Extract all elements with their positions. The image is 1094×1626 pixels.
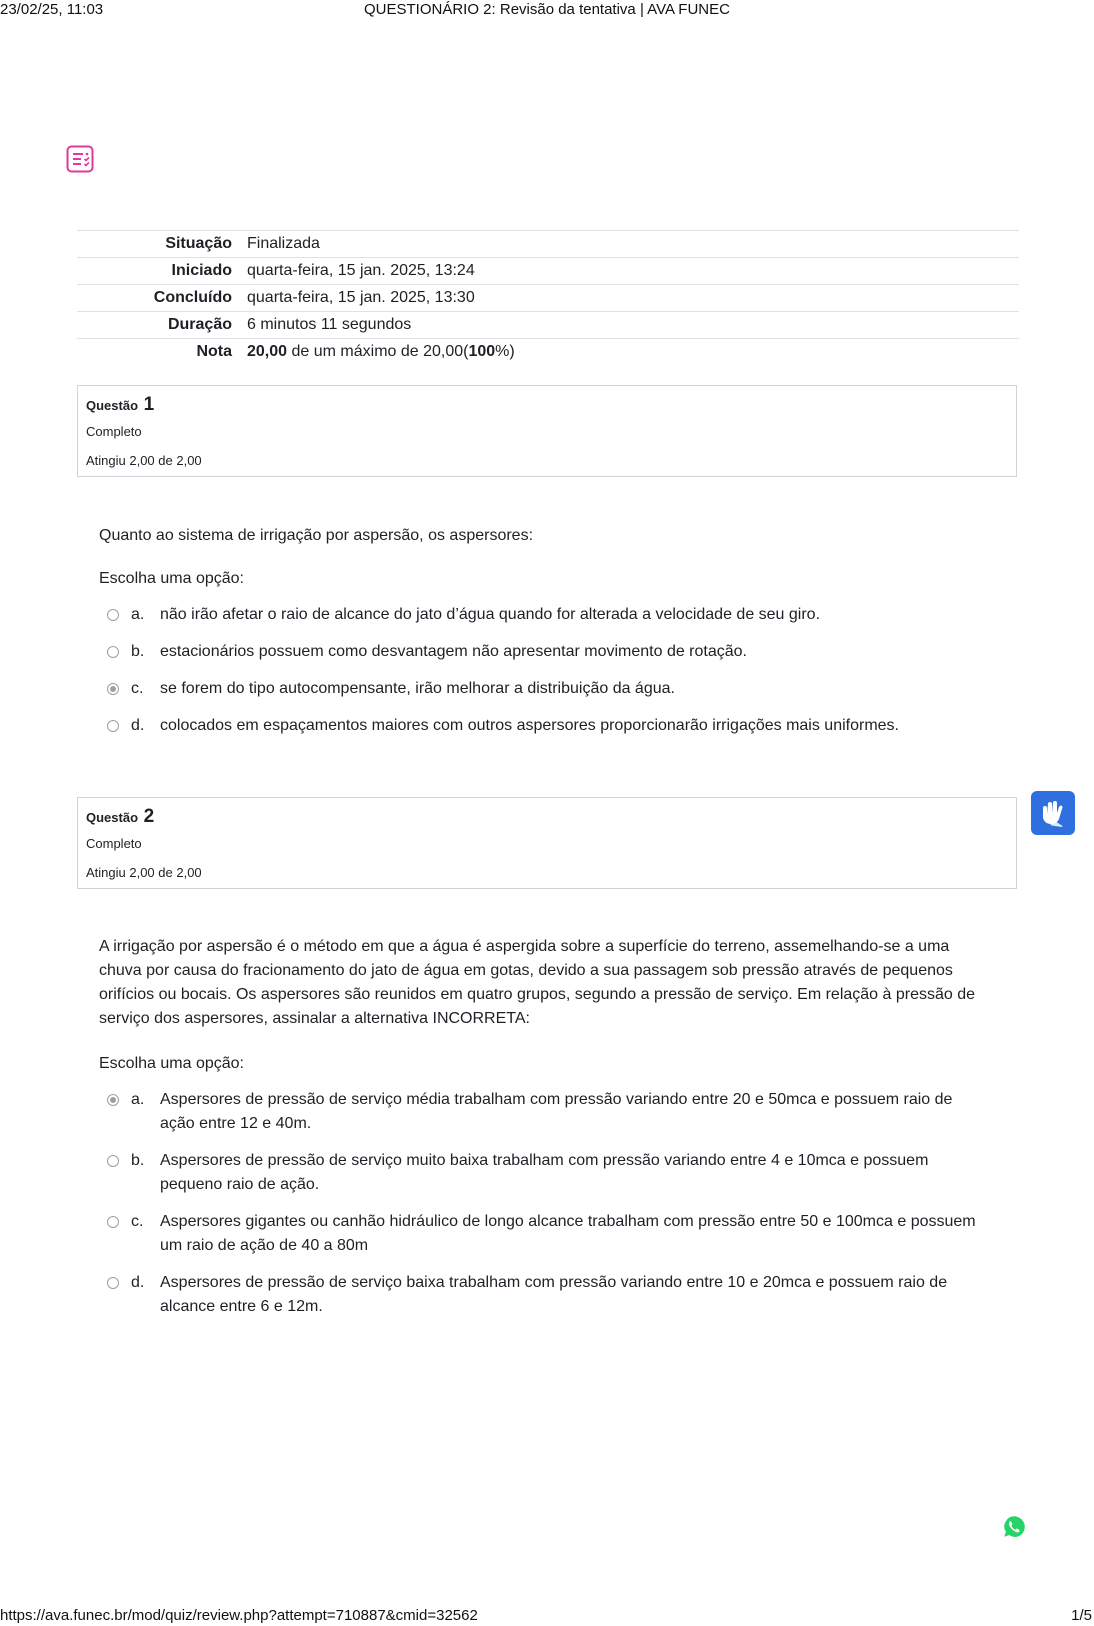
summary-row-grade (77, 339, 1019, 366)
summary-row (77, 258, 1019, 285)
question-state: Completo (86, 424, 142, 439)
option-letter: c. (131, 1213, 144, 1230)
option-letter: b. (131, 643, 145, 660)
option-text: se forem do tipo autocompensante, irão melhorar a distribuição da água. (160, 680, 675, 697)
option-text: estacionários possuem como desvantagem não apresentar movimento de rotação. (160, 643, 747, 660)
question-number-value: 1 (143, 394, 155, 415)
option-text: colocados em espaçamentos maiores com outros aspersores proporcionarão irrigações mais uniformes. (160, 717, 899, 734)
question-text-2: A irrigação por aspersão é o método em que a água é aspergida sobre a superfície do terreno, assemelhando-se a uma chuva por causa do fracionamento do jato de água em gotas, devido a sua passagem sob pressão através de pequenos orifícios ou bocais. Os aspersores são reunidos em quatro grupos, segundo a pressão de serviço. Em relação à pressão de serviço dos aspersores, assinalar a alternativa INCORRETA: (99, 938, 976, 1027)
radio-button-checked[interactable] (107, 683, 119, 695)
grade-middle: de um máximo de 20,00( (287, 343, 469, 360)
grade-percent: 100 (468, 343, 496, 360)
radio-button[interactable] (107, 720, 119, 732)
radio-button[interactable] (107, 1155, 119, 1167)
option-text: Aspersores de pressão de serviço muito baixa trabalham com pressão variando entre 4 e 10mca e possuem pequeno raio de ação. (160, 1152, 929, 1193)
option-letter: d. (131, 1274, 145, 1291)
print-page-title: QUESTIONÁRIO 2: Revisão da tentativa | AVA FUNEC (364, 1, 730, 18)
page-number: 1/5 (1071, 1607, 1092, 1624)
summary-row (77, 312, 1019, 339)
option-text: Aspersores de pressão de serviço média trabalham com pressão variando entre 20 e 50mca e possuem raio de ação entre 12 e 40m. (160, 1091, 953, 1132)
question-number (86, 394, 154, 416)
radio-button[interactable] (107, 1216, 119, 1228)
summary-value: Finalizada (247, 231, 1019, 258)
grade-value (247, 339, 1019, 366)
question-info-1 (77, 385, 1017, 477)
question-number-value: 2 (143, 806, 155, 827)
print-footer (0, 1604, 1094, 1626)
grade-end: %) (495, 343, 515, 360)
sign-language-button[interactable] (1031, 791, 1075, 835)
grade-label: Nota (77, 339, 247, 366)
summary-row (77, 285, 1019, 312)
grade-score: 20,00 (247, 343, 288, 360)
option-letter: a. (131, 606, 145, 623)
radio-button-checked[interactable] (107, 1094, 119, 1106)
question-number (86, 806, 154, 828)
summary-label: Duração (77, 312, 247, 339)
radio-button[interactable] (107, 609, 119, 621)
summary-label: Situação (77, 231, 247, 258)
radio-button[interactable] (107, 646, 119, 658)
option-letter: c. (131, 680, 144, 697)
summary-value: quarta-feira, 15 jan. 2025, 13:30 (247, 285, 1019, 312)
summary-value: 6 minutos 11 segundos (247, 312, 1019, 339)
option-letter: b. (131, 1152, 145, 1169)
answer-prompt-1: Escolha uma opção: (99, 570, 244, 587)
sign-language-icon (1031, 822, 1075, 839)
attempt-summary-table (77, 230, 1019, 365)
option-text: Aspersores de pressão de serviço baixa trabalham com pressão variando entre 10 e 20mca e possuem raio de alcance entre 6 e 12m. (160, 1274, 948, 1315)
option-letter: d. (131, 717, 145, 734)
summary-row (77, 231, 1019, 258)
option-letter: a. (131, 1091, 145, 1108)
print-header (0, 0, 1094, 22)
radio-button[interactable] (107, 1277, 119, 1289)
question-text-1: Quanto ao sistema de irrigação por aspersão, os aspersores: (99, 527, 534, 544)
question-label: Questão (86, 398, 139, 413)
question-mark: Atingiu 2,00 de 2,00 (86, 453, 202, 468)
question-info-2 (77, 797, 1017, 889)
question-label: Questão (86, 810, 139, 825)
summary-label: Concluído (77, 285, 247, 312)
whatsapp-icon (998, 1530, 1030, 1547)
print-datetime: 23/02/25, 11:03 (0, 1, 104, 18)
page-url: https://ava.funec.br/mod/quiz/review.php?attempt=710887&cmid=32562 (0, 1607, 478, 1624)
quiz-icon (66, 145, 94, 173)
option-text: Aspersores gigantes ou canhão hidráulico de longo alcance trabalham com pressão entre 50 e 100mca e possuem um raio de ação de 40 a 80m (160, 1213, 976, 1254)
summary-label: Iniciado (77, 258, 247, 285)
question-mark: Atingiu 2,00 de 2,00 (86, 865, 202, 880)
question-state: Completo (86, 836, 142, 851)
answer-prompt-2: Escolha uma opção: (99, 1055, 244, 1072)
summary-value: quarta-feira, 15 jan. 2025, 13:24 (247, 258, 1019, 285)
whatsapp-button[interactable] (998, 1511, 1030, 1543)
option-text: não irão afetar o raio de alcance do jato d’água quando for alterada a velocidade de seu giro. (160, 606, 821, 623)
